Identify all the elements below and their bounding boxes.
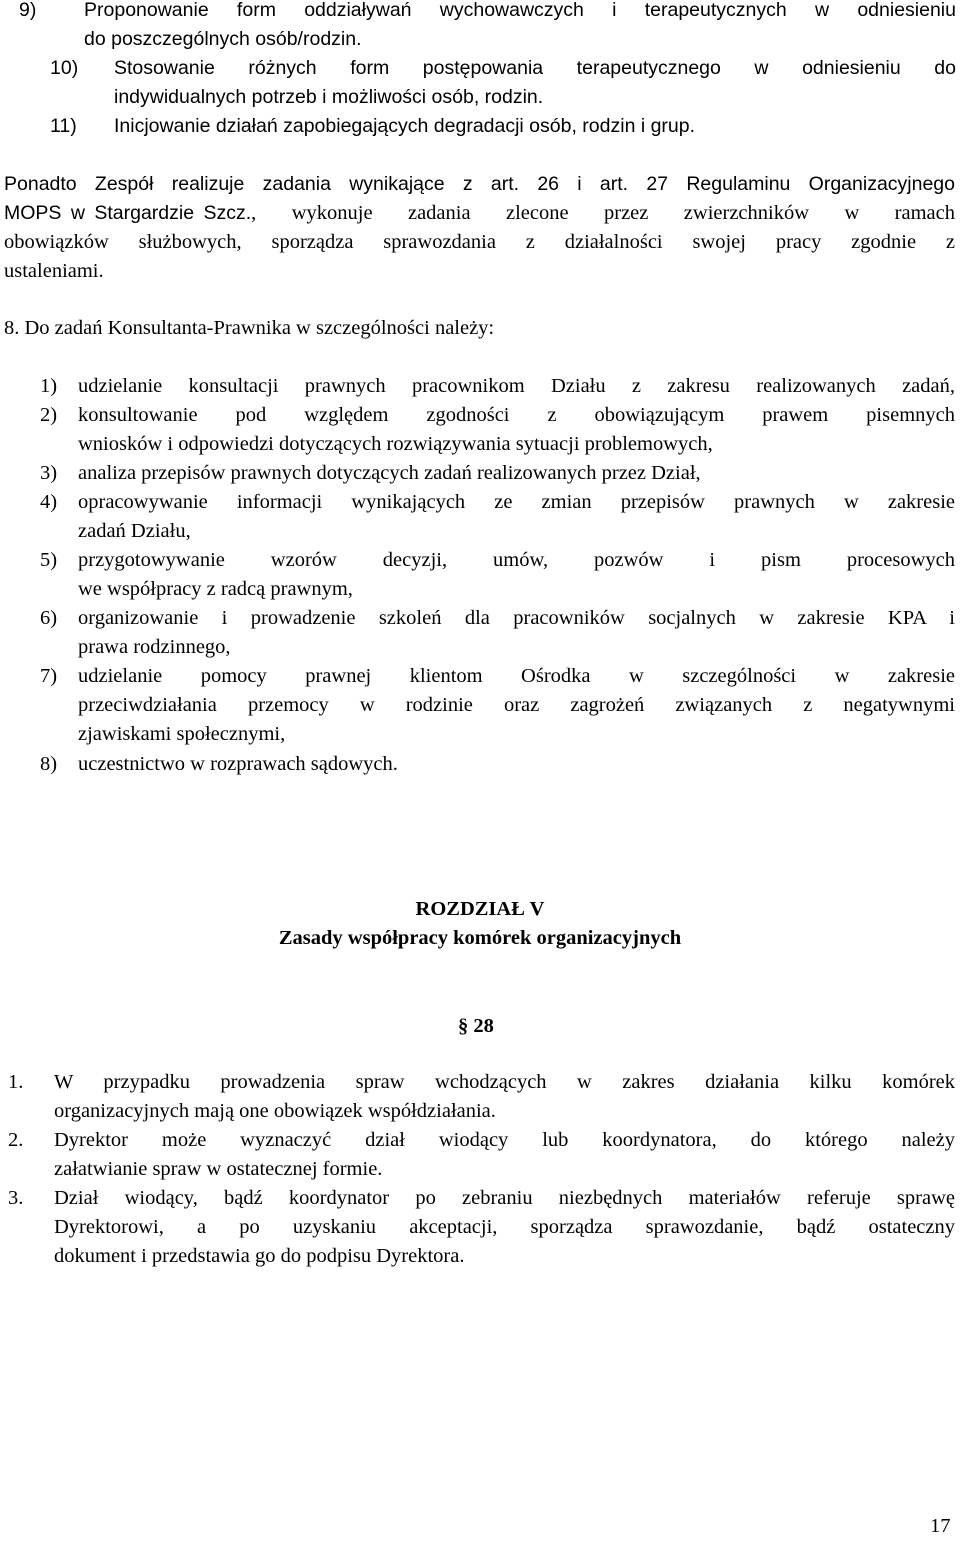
list-item-number: 4) — [40, 491, 58, 513]
list-item-text: we współpracy z radcą prawnym, — [78, 578, 353, 600]
list-item-text: Dyrektorowi, a po uzyskaniu akceptacji, sporządza sprawozdanie, bądź ostateczny — [54, 1216, 955, 1238]
list-item-text: załatwianie spraw w ostatecznej formie. — [54, 1158, 383, 1180]
list-item-text: dokument i przedstawia go do podpisu Dyrektora. — [54, 1245, 465, 1267]
list-item-text: organizowanie i prowadzenie szkoleń dla pracowników socjalnych w zakresie KPA i — [78, 607, 955, 629]
list-item-text: udzielanie konsultacji prawnych pracownikom Działu z zakresu realizowanych zadań, — [78, 375, 955, 397]
paragraph-line — [4, 199, 955, 228]
list-item-text: udzielanie pomocy prawnej klientom Ośrodka w szczególności w zakresie — [78, 665, 955, 687]
paragraph-line-part: MOPS w Stargardzie Szcz. — [4, 202, 252, 224]
paragraph-sign: § 28 — [458, 1015, 494, 1037]
list-item-number: 7) — [40, 665, 58, 687]
list-item-text: wniosków i odpowiedzi dotyczących rozwiązywania sytuacji problemowych, — [78, 433, 713, 455]
list-item-text: Dyrektor może wyznaczyć dział wiodący lub koordynatora, do którego należy — [54, 1129, 955, 1151]
list-item-text: analiza przepisów prawnych dotyczących zadań realizowanych przez Dział, — [78, 462, 701, 484]
list-item-number: 6) — [40, 607, 58, 629]
list-item-text: opracowywanie informacji wynikających ze zmian przepisów prawnych w zakresie — [78, 491, 955, 513]
paragraph-line: ustaleniami. — [4, 260, 104, 282]
chapter-subtitle: Zasady współpracy komórek organizacyjnych — [278, 927, 682, 949]
list-item-number: 1) — [40, 375, 58, 397]
list-item-text: uczestnictwo w rozprawach sądowych. — [78, 753, 398, 775]
list-item-text: zadań Działu, — [78, 520, 191, 542]
list-item-text: Dział wiodący, bądź koordynator po zebraniu niezbędnych materiałów referuje sprawę — [54, 1187, 955, 1209]
list-item-number: 3. — [8, 1187, 24, 1209]
list-item-text: Proponowanie form oddziaływań wychowawczych i terapeutycznych w odniesieniu — [84, 0, 956, 21]
list-item-text: organizacyjnych mają one obowiązek współdziałania. — [54, 1100, 496, 1122]
paragraph-line: Ponadto Zespół realizuje zadania wynikające z art. 26 i art. 27 Regulaminu Organizacyjnego — [4, 173, 955, 195]
list-item-number: 3) — [40, 462, 58, 484]
list-item-text: przygotowywanie wzorów decyzji, umów, pozwów i pism procesowych — [78, 549, 955, 571]
list-item-text: do poszczególnych osób/rodzin. — [84, 28, 362, 50]
list-item-number: 11) — [50, 115, 77, 137]
list-item-number: 10) — [50, 57, 79, 79]
section-heading: 8. Do zadań Konsultanta-Prawnika w szczególności należy: — [4, 317, 495, 339]
list-item-number: 2. — [8, 1129, 24, 1151]
list-item-text: zjawiskami społecznymi, — [78, 723, 286, 745]
list-item-number: 9) — [19, 0, 37, 21]
list-item-number: 1. — [8, 1071, 24, 1093]
chapter-title: ROZDZIAŁ V — [415, 898, 545, 920]
list-item-number: 2) — [40, 404, 58, 426]
list-item-text: W przypadku prowadzenia spraw wchodzących w zakres działania kilku komórek — [54, 1071, 955, 1093]
list-item-number: 5) — [40, 549, 58, 571]
list-item-text: konsultowanie pod względem zgodności z obowiązującym prawem pisemnych — [78, 404, 955, 426]
page-number: 17 — [930, 1515, 951, 1537]
list-item-text: prawa rodzinnego, — [78, 636, 231, 658]
paragraph-line: obowiązków służbowych, sporządza sprawozdania z działalności swojej pracy zgodnie z — [4, 231, 955, 253]
list-item-text: Stosowanie różnych form postępowania terapeutycznego w odniesieniu do — [114, 57, 956, 79]
list-item-text: indywidualnych potrzeb i możliwości osób, rodzin. — [114, 86, 544, 108]
list-item-text: przeciwdziałania przemocy w rodzinie oraz zagrożeń związanych z negatywnymi — [78, 694, 955, 716]
list-item-text: Inicjowanie działań zapobiegających degradacji osób, rodzin i grup. — [114, 115, 696, 137]
list-item-number: 8) — [40, 753, 58, 775]
paragraph-line-part: , wykonuje zadania zlecone przez zwierzchników w ramach — [251, 202, 955, 224]
